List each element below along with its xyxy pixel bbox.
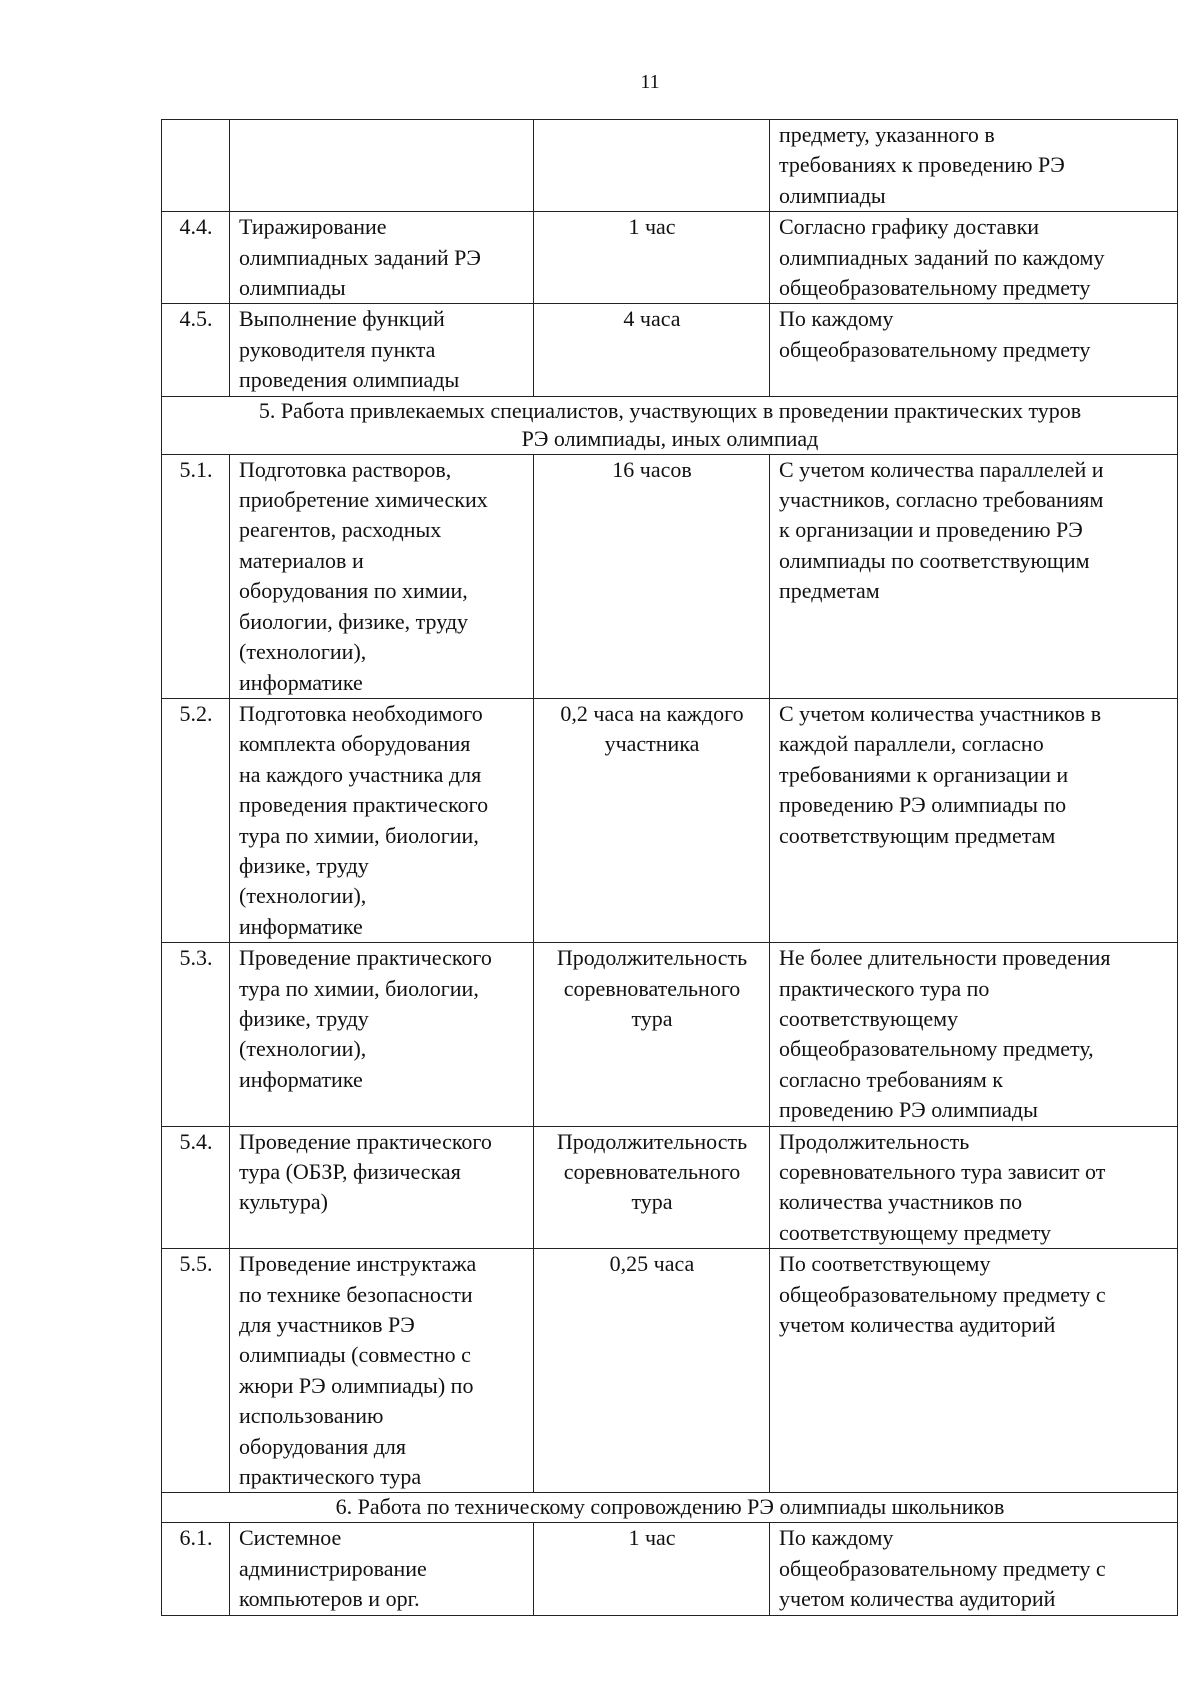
note-cell: С учетом количества параллелей и участников, согласно требованиям к организации и проведению РЭ олимпиады по соответствующим предметам [770,454,1178,698]
table-row [162,698,1178,942]
row-number: 4.4. [162,212,230,304]
section-title: 5. Работа привлекаемых специалистов, участвующих в проведении практических туров РЭ олимпиады, иных олимпиад [162,396,1178,454]
task-cell: Тиражирование олимпиадных заданий РЭ олимпиады [230,212,534,304]
hours-cell: 1 час [534,1523,770,1615]
hours-cell: Продолжительность соревновательного тура [534,943,770,1126]
section-header-row [162,396,1178,454]
note-cell: По соответствующему общеобразовательному предмету с учетом количества аудиторий [770,1249,1178,1493]
note-cell: Согласно графику доставки олимпиадных заданий по каждому общеобразовательному предмету [770,212,1178,304]
task-cell: Системное администрирование компьютеров и орг. [230,1523,534,1615]
page-number: 11 [640,71,660,93]
task-cell: Проведение инструктажа по технике безопасности для участников РЭ олимпиады (совместно с жюри РЭ олимпиады) по использованию оборудования для практического тура [230,1249,534,1493]
task-cell: Выполнение функций руководителя пункта проведения олимпиады [230,304,534,396]
table-row [162,212,1178,304]
section-header-row [162,1493,1178,1523]
note-cell: предмету, указанного в требованиях к проведению РЭ олимпиады [770,120,1178,212]
table-row [162,120,1178,212]
task-cell: Проведение практического тура (ОБЗР, физическая культура) [230,1126,534,1249]
note-cell: С учетом количества участников в каждой параллели, согласно требованиями к организации и проведению РЭ олимпиады по соответствующим предметам [770,698,1178,942]
note-cell: По каждому общеобразовательному предмету [770,304,1178,396]
hours-cell: 0,2 часа на каждого участника [534,698,770,942]
row-number: 5.2. [162,698,230,942]
hours-cell [534,120,770,212]
table-row [162,304,1178,396]
table-row [162,1126,1178,1249]
note-cell: Не более длительности проведения практического тура по соответствующему общеобразовательному предмету, согласно требованиям к проведению РЭ олимпиады [770,943,1178,1126]
table-row [162,943,1178,1126]
hours-cell: 4 часа [534,304,770,396]
table-row [162,1523,1178,1615]
hours-cell: 16 часов [534,454,770,698]
row-number: 6.1. [162,1523,230,1615]
table-row [162,454,1178,698]
row-number: 5.5. [162,1249,230,1493]
hours-table [161,119,1178,1616]
hours-cell: 1 час [534,212,770,304]
row-number: 5.1. [162,454,230,698]
hours-cell: Продолжительность соревновательного тура [534,1126,770,1249]
table-row [162,1249,1178,1493]
hours-cell: 0,25 часа [534,1249,770,1493]
row-number [162,120,230,212]
row-number: 5.4. [162,1126,230,1249]
row-number: 5.3. [162,943,230,1126]
note-cell: Продолжительность соревновательного тура зависит от количества участников по соответствующему предмету [770,1126,1178,1249]
task-cell: Подготовка растворов, приобретение химических реагентов, расходных материалов и оборудования по химии, биологии, физике, труду (технологии), информатике [230,454,534,698]
note-cell: По каждому общеобразовательному предмету с учетом количества аудиторий [770,1523,1178,1615]
section-title: 6. Работа по техническому сопровождению РЭ олимпиады школьников [162,1493,1178,1523]
task-cell: Проведение практического тура по химии, биологии, физике, труду (технологии), информатике [230,943,534,1126]
task-cell [230,120,534,212]
row-number: 4.5. [162,304,230,396]
task-cell: Подготовка необходимого комплекта оборудования на каждого участника для проведения практического тура по химии, биологии, физике, труду (технологии), информатике [230,698,534,942]
